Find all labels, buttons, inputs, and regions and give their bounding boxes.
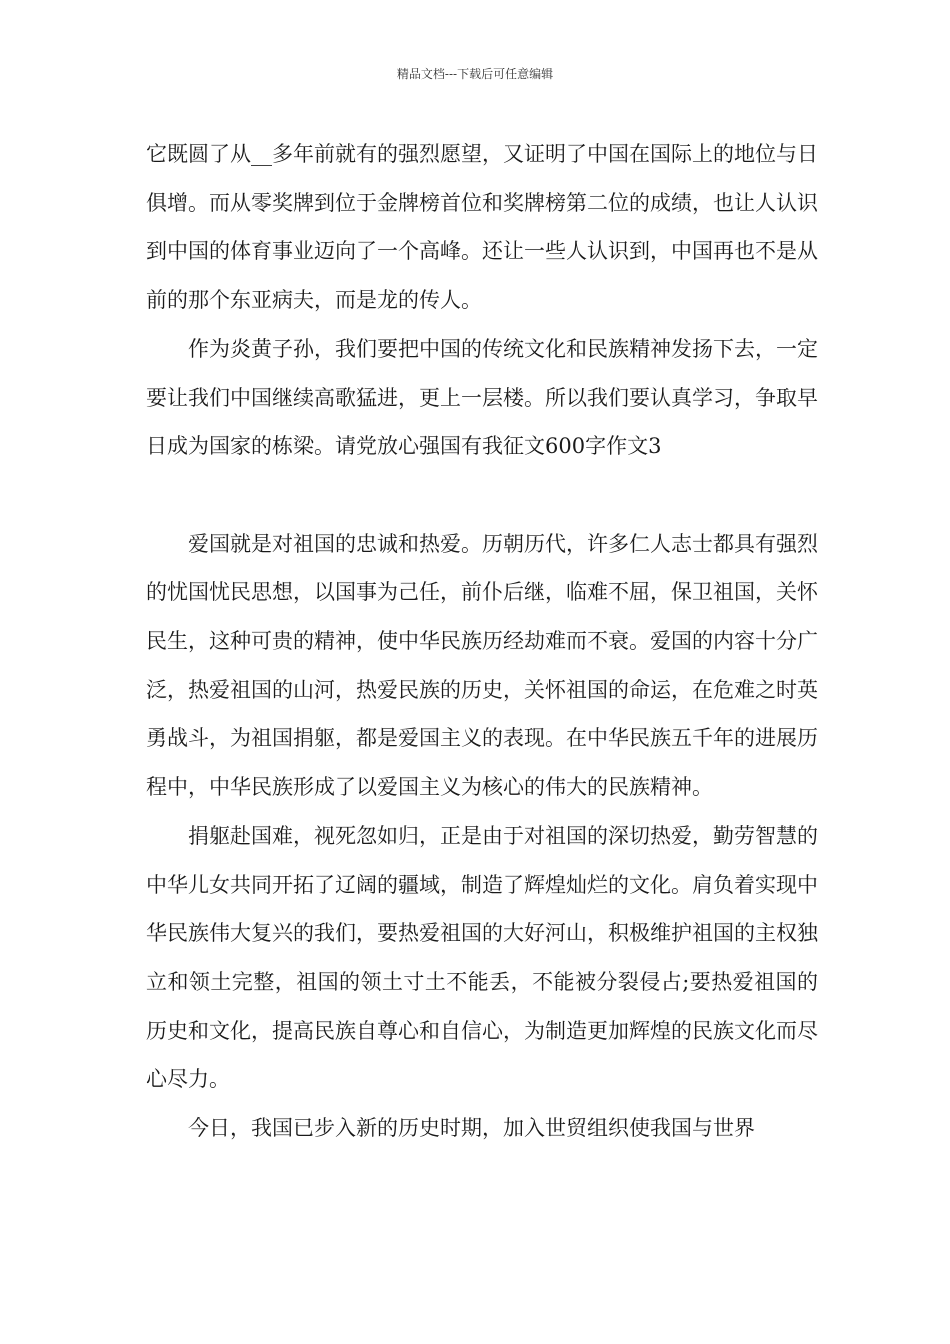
paragraph-patriotism: 爱国就是对祖国的忠诚和热爱。历朝历代，许多仁人志士都具有强烈的忧国忧民思想，以国事为己任，前仆后继，临难不屈，保卫祖国，关怀民生，这种可贵的精神，使中华民族历经劫难而不衰。爱国的内容十分广泛，热爱祖国的山河，热爱民族的历史，关怀祖国的命运，在危难之时英勇战斗，为祖国捐躯，都是爱国主义的表现。在中华民族五千年的进展历程中，中华民族形成了以爱国主义为核心的伟大的民族精神。	[146, 531, 818, 800]
page-header: 精品文档---下载后可任意编辑	[396, 67, 554, 81]
paragraph-today: 今日，我国已步入新的历史时期，加入世贸组织使我国与世界	[188, 1116, 755, 1141]
paragraph-descendants: 作为炎黄子孙，我们要把中国的传统文化和民族精神发扬下去，一定要让我们中国继续高歌猛进，更上一层楼。所以我们要认真学习，争取早日成为国家的栋梁。请党放心强国有我征文600字作文3	[146, 336, 818, 459]
paragraph-continuation: 它既圆了从__多年前就有的强烈愿望，又证明了中国在国际上的地位与日俱增。而从零奖牌到位于金牌榜首位和奖牌榜第二位的成绩，也让人认识到中国的体育事业迈向了一个高峰。还让一些人认识到，中国再也不是从前的那个东亚病夫，而是龙的传人。	[146, 142, 818, 313]
document-body	[146, 130, 818, 1153]
paragraph-sacrifice: 捐躯赴国难，视死忽如归，正是由于对祖国的深切热爱，勤劳智慧的中华儿女共同开拓了辽阔的疆域，制造了辉煌灿烂的文化。肩负着实现中华民族伟大复兴的我们，要热爱祖国的大好河山，积极维护祖国的主权独立和领土完整，祖国的领土寸土不能丢，不能被分裂侵占;要热爱祖国的历史和文化，提高民族自尊心和自信心，为制造更加辉煌的民族文化而尽心尽力。	[146, 823, 818, 1092]
paragraph-spacer	[146, 471, 818, 520]
